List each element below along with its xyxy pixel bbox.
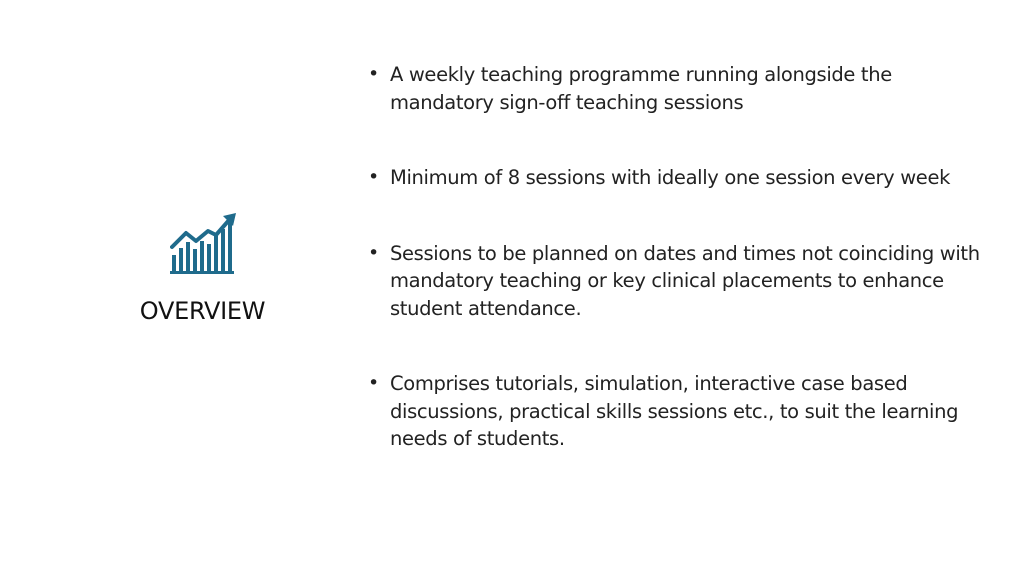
overview-panel	[100, 205, 305, 345]
bullet-marker: •	[368, 372, 379, 394]
bullet-marker: •	[368, 241, 379, 264]
bullet-list	[368, 61, 988, 453]
bullet-text: Comprises tutorials, simulation, interactive case based discussions, practical skills sessions etc., to suit the learning needs of students.	[390, 372, 959, 450]
bullet-marker: •	[368, 166, 379, 188]
bullet-text: Minimum of 8 sessions with ideally one session every week	[390, 166, 951, 189]
bullet-text: Sessions to be planned on dates and times not coinciding with mandatory teaching or key clinical placements to enhance student attendance.	[390, 241, 980, 320]
bullet-item	[368, 164, 988, 192]
bullet-marker: •	[368, 63, 379, 85]
growth-chart-icon	[170, 213, 238, 275]
page-title: OVERVIEW	[139, 297, 266, 325]
bullet-item	[368, 370, 988, 453]
bullet-item	[368, 240, 988, 323]
bullet-item	[368, 61, 988, 116]
bullet-text: A weekly teaching programme running alongside the mandatory sign-off teaching sessions	[390, 63, 892, 114]
